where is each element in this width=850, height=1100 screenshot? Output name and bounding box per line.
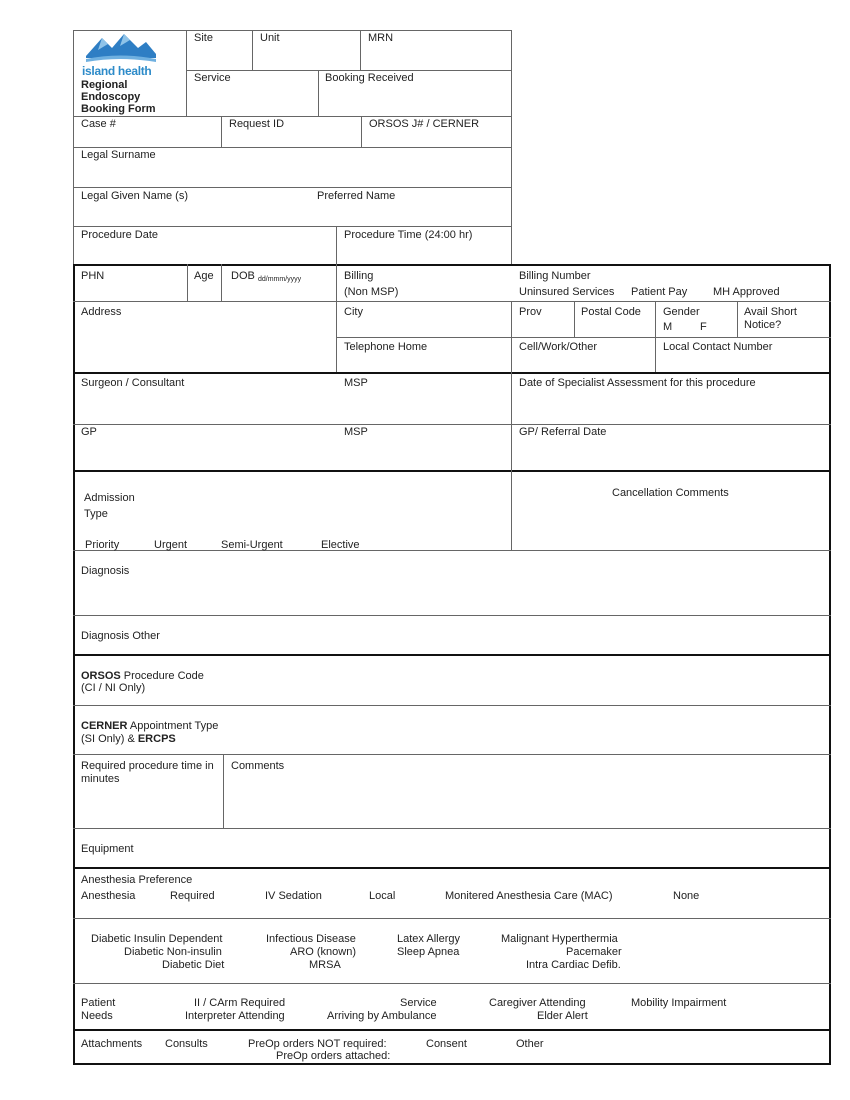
required-time-line2[interactable]: minutes [81, 773, 120, 785]
elective-option[interactable]: Elective [321, 539, 360, 551]
divider [655, 301, 656, 372]
local-contact-field[interactable]: Local Contact Number [663, 341, 773, 353]
divider [73, 30, 74, 264]
consent-option[interactable]: Consent [426, 1038, 467, 1050]
divider [73, 187, 512, 188]
anesthesia-none-option[interactable]: None [673, 890, 700, 902]
divider [73, 226, 512, 227]
form-title-line1: Regional [81, 79, 128, 91]
si-only-label: (SI Only) & [81, 733, 138, 745]
arriving-ambulance-option[interactable]: Arriving by Ambulance [327, 1010, 437, 1022]
section-border [73, 867, 831, 869]
uninsured-services-option[interactable]: Uninsured Services [519, 286, 615, 298]
divider [73, 705, 831, 706]
divider [336, 337, 831, 338]
divider [73, 918, 831, 919]
divider [574, 301, 575, 337]
cell-work-other-field[interactable]: Cell/Work/Other [519, 341, 598, 353]
diagnosis-other-field[interactable]: Diagnosis Other [81, 630, 160, 642]
latex-allergy-option[interactable]: Latex Allergy [397, 933, 460, 945]
orsos-procedure-label: Procedure Code [120, 670, 204, 682]
legal-surname-field[interactable]: Legal Surname [81, 149, 156, 161]
patient-pay-option[interactable]: Patient Pay [631, 286, 688, 298]
cerner-bold-label: CERNER [81, 720, 128, 732]
cerner-appointment-field[interactable] [81, 720, 218, 733]
divider [737, 301, 738, 337]
procedure-time-field[interactable]: Procedure Time (24:00 hr) [344, 229, 473, 241]
local-option[interactable]: Local [369, 890, 396, 902]
diabetic-insulin-option[interactable]: Diabetic Insulin Dependent [91, 933, 223, 945]
intra-cardiac-defib-option[interactable]: Intra Cardiac Defib. [526, 959, 621, 971]
case-number-field[interactable]: Case # [81, 118, 116, 130]
orsos-bold-label: ORSOS [81, 670, 121, 682]
sleep-apnea-option[interactable]: Sleep Apnea [397, 946, 460, 958]
patient-needs-label-line2: Needs [81, 1010, 113, 1022]
prov-field[interactable]: Prov [519, 306, 542, 318]
patient-needs-label-line1: Patient [81, 997, 116, 1009]
divider [511, 372, 512, 470]
admission-label: Admission [84, 492, 135, 504]
gender-m-option[interactable]: M [663, 321, 673, 333]
divider [511, 470, 512, 550]
avail-short-notice-line1[interactable]: Avail Short [744, 306, 797, 318]
interpreter-attending-option[interactable]: Interpreter Attending [185, 1010, 285, 1022]
form-title-line2: Endoscopy [81, 91, 141, 103]
island-health-logo [84, 32, 156, 66]
diagnosis-field[interactable]: Diagnosis [81, 565, 130, 577]
specialist-assessment-date-field[interactable]: Date of Specialist Assessment for this procedure [519, 377, 756, 389]
equipment-field[interactable]: Equipment [81, 843, 134, 855]
caregiver-attending-option[interactable]: Caregiver Attending [489, 997, 586, 1009]
divider [187, 264, 188, 301]
booking-received-field[interactable]: Booking Received [325, 72, 414, 84]
divider [73, 615, 831, 616]
cancellation-comments-field[interactable]: Cancellation Comments [612, 487, 729, 499]
carm-required-option[interactable]: II / CArm Required [194, 997, 286, 1009]
non-msp-label: (Non MSP) [344, 286, 399, 298]
orsos-sub-label: (CI / NI Only) [81, 682, 146, 694]
divider [73, 147, 512, 148]
section-border [73, 654, 831, 656]
unit-field[interactable]: Unit [260, 32, 280, 44]
anesthesia-preference-label: Anesthesia Preference [81, 874, 193, 886]
address-field[interactable]: Address [81, 306, 122, 318]
divider [73, 983, 831, 984]
urgent-option[interactable]: Urgent [154, 539, 188, 551]
cerner-sub-label [81, 733, 176, 746]
required-time-line1[interactable]: Required procedure time in [81, 760, 214, 772]
pacemaker-option[interactable]: Pacemaker [566, 946, 622, 958]
gp-referral-date-field[interactable]: GP/ Referral Date [519, 426, 607, 438]
section-border [73, 470, 831, 472]
divider [73, 424, 831, 425]
section-border [73, 1063, 831, 1065]
city-field[interactable]: City [344, 306, 363, 318]
semi-urgent-option[interactable]: Semi-Urgent [221, 539, 283, 551]
ercps-label: ERCPS [137, 733, 176, 745]
section-border [73, 1029, 831, 1031]
priority-label: Priority [85, 539, 120, 551]
preop-not-required-option[interactable]: PreOp orders NOT required: [248, 1038, 387, 1050]
procedure-date-field[interactable]: Procedure Date [81, 229, 159, 241]
cerner-appointment-label: Appointment Type [127, 720, 219, 732]
age-field[interactable]: Age [194, 270, 214, 282]
anesthesia-label: Anesthesia [81, 890, 136, 902]
divider [360, 30, 361, 70]
divider [186, 70, 512, 71]
request-id-field[interactable]: Request ID [229, 118, 285, 130]
iv-sedation-option[interactable]: IV Sedation [265, 890, 322, 902]
elder-alert-option[interactable]: Elder Alert [537, 1010, 588, 1022]
mac-option[interactable]: Monitered Anesthesia Care (MAC) [445, 890, 613, 902]
divider [252, 30, 253, 70]
attachments-label: Attachments [81, 1038, 143, 1050]
service-option[interactable]: Service [400, 997, 437, 1009]
infectious-disease-option[interactable]: Infectious Disease [266, 933, 356, 945]
diabetic-diet-option[interactable]: Diabetic Diet [162, 959, 225, 971]
diabetic-non-insulin-option[interactable]: Diabetic Non-insulin [124, 946, 222, 958]
outer-border-right [829, 264, 831, 1065]
divider [318, 70, 319, 116]
surgeon-consultant-field[interactable]: Surgeon / Consultant [81, 377, 185, 389]
divider [186, 30, 187, 116]
divider [73, 754, 831, 755]
gp-msp-field[interactable]: MSP [344, 426, 368, 438]
orsos-cerner-field[interactable]: ORSOS J# / CERNER [369, 118, 480, 130]
billing-label: Billing [344, 270, 374, 282]
divider [223, 754, 224, 828]
gender-f-option[interactable]: F [700, 321, 707, 333]
divider [73, 116, 512, 117]
gp-field[interactable]: GP [81, 426, 97, 438]
preop-attached-option[interactable]: PreOp orders attached: [276, 1050, 391, 1062]
divider [73, 828, 831, 829]
section-border [73, 372, 831, 374]
divider [361, 116, 362, 147]
postal-code-field[interactable]: Postal Code [581, 306, 641, 318]
mh-approved-option[interactable]: MH Approved [713, 286, 780, 298]
aro-known-option[interactable]: ARO (known) [290, 946, 357, 958]
malignant-hyperthermia-option[interactable]: Malignant Hyperthermia [501, 933, 618, 945]
dob-field[interactable]: DOB [231, 270, 255, 282]
divider [336, 264, 337, 372]
divider [511, 301, 512, 372]
service-field[interactable]: Service [194, 72, 231, 84]
billing-number-field[interactable]: Billing Number [519, 270, 591, 282]
form-title-line3: Booking Form [81, 103, 156, 115]
divider [73, 301, 831, 302]
mrn-field[interactable]: MRN [368, 32, 394, 44]
divider [336, 226, 337, 264]
divider [73, 30, 512, 31]
legal-given-name-field[interactable]: Legal Given Name (s) [81, 190, 188, 202]
avail-short-notice-line2[interactable]: Notice? [744, 319, 782, 331]
divider [511, 30, 512, 264]
preferred-name-field[interactable]: Preferred Name [317, 190, 396, 202]
telephone-home-field[interactable]: Telephone Home [344, 341, 428, 353]
divider [221, 116, 222, 147]
mobility-impairment-option[interactable]: Mobility Impairment [631, 997, 727, 1009]
site-field[interactable]: Site [194, 32, 213, 44]
dob-format-hint: dd/mmm/yyyy [258, 276, 302, 283]
admission-type-label: Type [84, 508, 108, 520]
logo-text: island health [82, 64, 152, 78]
gender-label: Gender [663, 306, 700, 318]
outer-border-left [73, 264, 75, 1065]
surgeon-msp-field[interactable]: MSP [344, 377, 368, 389]
phn-field[interactable]: PHN [81, 270, 105, 282]
other-option[interactable]: Other [516, 1038, 544, 1050]
comments-field[interactable]: Comments [231, 760, 285, 772]
consults-option[interactable]: Consults [165, 1038, 208, 1050]
anesthesia-required-option[interactable]: Required [170, 890, 215, 902]
mrsa-option[interactable]: MRSA [309, 959, 341, 971]
divider [221, 264, 222, 301]
